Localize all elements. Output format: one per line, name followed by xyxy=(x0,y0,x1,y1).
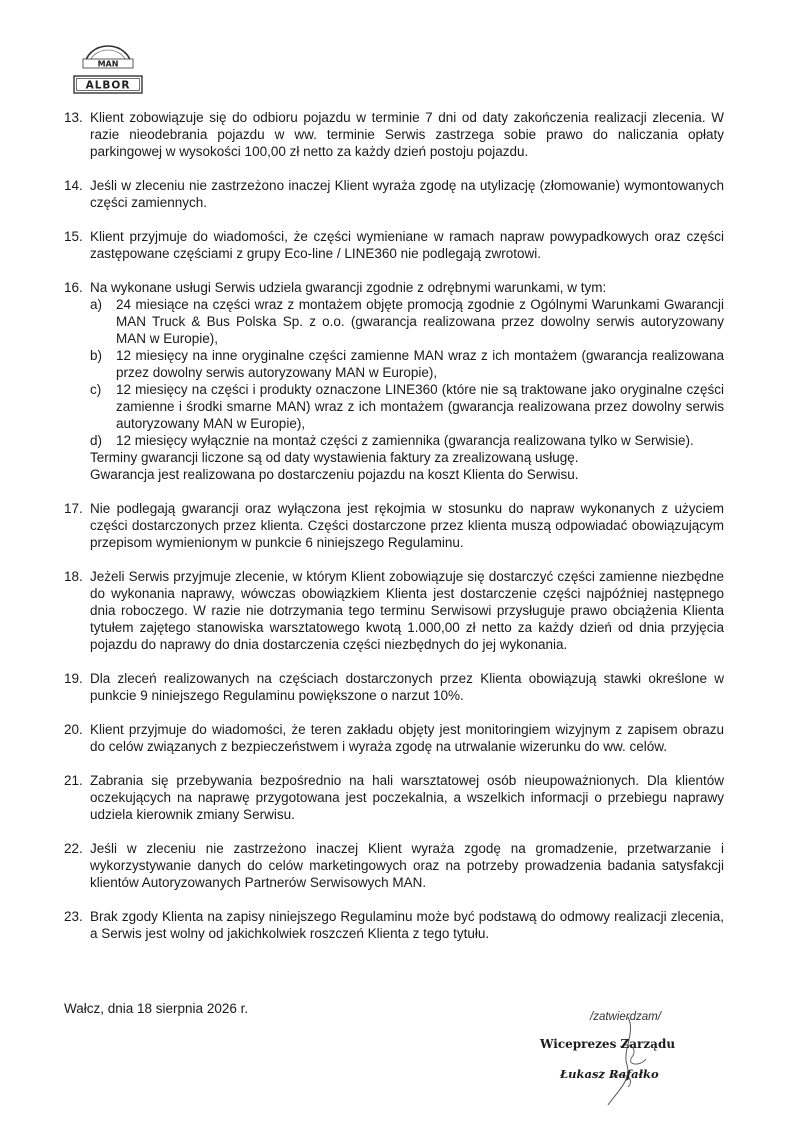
sub-item xyxy=(90,381,724,432)
regulation-item xyxy=(64,109,724,160)
item-number: 15. xyxy=(64,229,83,244)
item-body xyxy=(90,568,724,653)
regulation-item xyxy=(64,177,724,211)
item-text: Jeśli w zleceniu nie zastrzeżono inaczej Klient wyraża zgodę na gromadzenie, przetwarzanie i wykorzystywanie danych do celów marketingowych oraz na potrzeby prowadzenia badania satysfakcji klientów Autoryzowanych Partnerów Serwisowych MAN. xyxy=(90,841,724,890)
approval-note: /zatwierdzam/ xyxy=(590,1011,661,1023)
signature-block xyxy=(520,1005,720,1115)
item-text: Klient zobowiązuje się do odbioru pojazdu w terminie 7 dni od daty zakończenia realizacji zlecenia. W razie nieodebrania pojazdu w ww. terminie Serwis zastrzega sobie prawo do naliczania opłaty parkingowej w wysokości 100,00 zł netto za każdy dzień postoju pojazdu. xyxy=(90,110,724,159)
item-number: 16. xyxy=(64,280,83,295)
item-body xyxy=(90,228,724,262)
regulation-item xyxy=(64,772,724,823)
item-number: 14. xyxy=(64,178,83,193)
item-body xyxy=(90,109,724,160)
regulation-item xyxy=(64,670,724,704)
item-body xyxy=(90,908,724,942)
item-text: Dla zleceń realizowanych na częściach dostarczonych przez Klienta obowiązują stawki określone w punkcie 9 niniejszego Regulaminu powiększone o narzut 10%. xyxy=(90,671,724,703)
item-text: Jeśli w zleceniu nie zastrzeżono inaczej Klient wyraża zgodę na utylizację (złomowanie) wymontowanych części zamiennych. xyxy=(90,178,724,210)
item-body xyxy=(90,840,724,891)
sub-item-text: 24 miesiące na części wraz z montażem objęte promocją zgodnie z Ogólnymi Warunkami Gwarancji MAN Truck & Bus Polska Sp. z o.o. (gwarancja realizowana przez dowolny serwis autoryzowany MAN w Europie), xyxy=(116,297,724,346)
item-body xyxy=(90,670,724,704)
item-body xyxy=(90,177,724,211)
item-text: Jeżeli Serwis przyjmuje zlecenie, w którym Klient zobowiązuje się dostarczyć części zamienne niezbędne do wykonania naprawy, wówczas obowiązkiem Klienta jest dostarczenie części najpóźniej następnego dnia roboczego. W razie nie dotrzymania tego terminu Serwisowi przysługuje prawo obciążenia Klienta tytułem zajętego stanowiska warsztatowego kwotą 1.000,00 zł netto za każdy dzień od dnia przyjęcia pojazdu do naprawy do dnia dostarczenia części niezbędnych do jej wykonania. xyxy=(90,569,724,652)
item-number: 22. xyxy=(64,841,83,856)
regulation-item xyxy=(64,721,724,755)
regulation-item xyxy=(64,228,724,262)
item-note: Terminy gwarancji liczone są od daty wystawienia faktury za zrealizowaną usługę. xyxy=(90,450,579,465)
sub-item xyxy=(90,296,724,347)
item-number: 18. xyxy=(64,569,83,584)
sub-item-letter: b) xyxy=(90,348,103,363)
date-line: Wałcz, dnia 18 sierpnia 2026 r. xyxy=(64,1001,249,1016)
sub-item xyxy=(90,347,724,381)
logo-albor-text: ALBOR xyxy=(85,79,131,92)
item-body xyxy=(90,500,724,551)
regulation-item xyxy=(64,279,724,483)
sub-item-letter: a) xyxy=(90,297,103,312)
sub-item-text: 12 miesięcy na części i produkty oznaczone LINE360 (które nie są traktowane jako oryginalne części zamienne i środki smarne MAN) wraz z ich montażem (gwarancja realizowana przez dowolny serwis autoryzowany MAN w Europie), xyxy=(116,382,724,431)
sub-item-letter: d) xyxy=(90,433,103,448)
item-text: Nie podlegają gwarancji oraz wyłączona jest rękojmia w stosunku do napraw wykonanych z użyciem części dostarczonych przez klienta. Części dostarczone przez klienta muszą odpowiadać obowiązującym przepisom wymienionym w punkcie 6 niniejszego Regulaminu. xyxy=(90,501,724,550)
item-note: Gwarancja jest realizowana po dostarczeniu pojazdu na koszt Klienta do Serwisu. xyxy=(90,467,579,482)
item-number: 21. xyxy=(64,773,83,788)
item-body xyxy=(90,772,724,823)
item-text: Klient przyjmuje do wiadomości, że teren zakładu objęty jest monitoringiem wizyjnym z zapisem obrazu do celów związanych z bezpieczeństwem i wyraża zgodę na utrwalanie wizerunku do ww. celów. xyxy=(90,722,724,754)
sub-item-text: 12 miesięcy na inne oryginalne części zamienne MAN wraz z ich montażem (gwarancja realizowana przez dowolny serwis autoryzowany MAN w Europie), xyxy=(116,348,724,380)
sub-item-text: 12 miesięcy wyłącznie na montaż części z zamiennika (gwarancja realizowana tylko w Serwisie). xyxy=(116,433,694,448)
sub-item xyxy=(90,432,724,449)
signatory-name: Łukasz Rafałko xyxy=(560,1067,659,1081)
regulation-item xyxy=(64,840,724,891)
item-text: Klient przyjmuje do wiadomości, że części wymieniane w ramach napraw powypadkowych oraz części zastępowane częściami z grupy Eco-line / LINE360 nie podlegają zwrotowi. xyxy=(90,229,724,261)
regulation-item xyxy=(64,568,724,653)
item-body xyxy=(90,721,724,755)
item-text: Brak zgody Klienta na zapisy niniejszego Regulaminu może być podstawą do odmowy realizacji zlecenia, a Serwis jest wolny od jakichkolwiek roszczeń Klienta z tego tytułu. xyxy=(90,909,724,941)
item-number: 13. xyxy=(64,110,83,125)
item-number: 23. xyxy=(64,909,83,924)
signatory-role: Wiceprezes Zarządu xyxy=(540,1037,676,1051)
regulation-item xyxy=(64,500,724,551)
item-number: 17. xyxy=(64,501,83,516)
item-text: Zabrania się przebywania bezpośrednio na hali warsztatowej osób nieupoważnionych. Dla klientów oczekujących na naprawę przygotowana jest poczekalnia, a wszelkich informacji o przebiegu naprawy udziela kierownik zmiany Serwisu. xyxy=(90,773,724,822)
regulation-item xyxy=(64,908,724,942)
sub-item-letter: c) xyxy=(90,382,102,397)
company-logo xyxy=(71,40,145,96)
man-albor-logo-icon xyxy=(71,40,145,96)
item-number: 19. xyxy=(64,671,83,686)
item-number: 20. xyxy=(64,722,83,737)
regulations-content xyxy=(64,109,724,959)
item-text: Na wykonane usługi Serwis udziela gwarancji zgodnie z odrębnymi warunkami, w tym: xyxy=(90,280,607,295)
logo-man-text: MAN xyxy=(97,59,119,69)
item-body xyxy=(90,279,724,483)
